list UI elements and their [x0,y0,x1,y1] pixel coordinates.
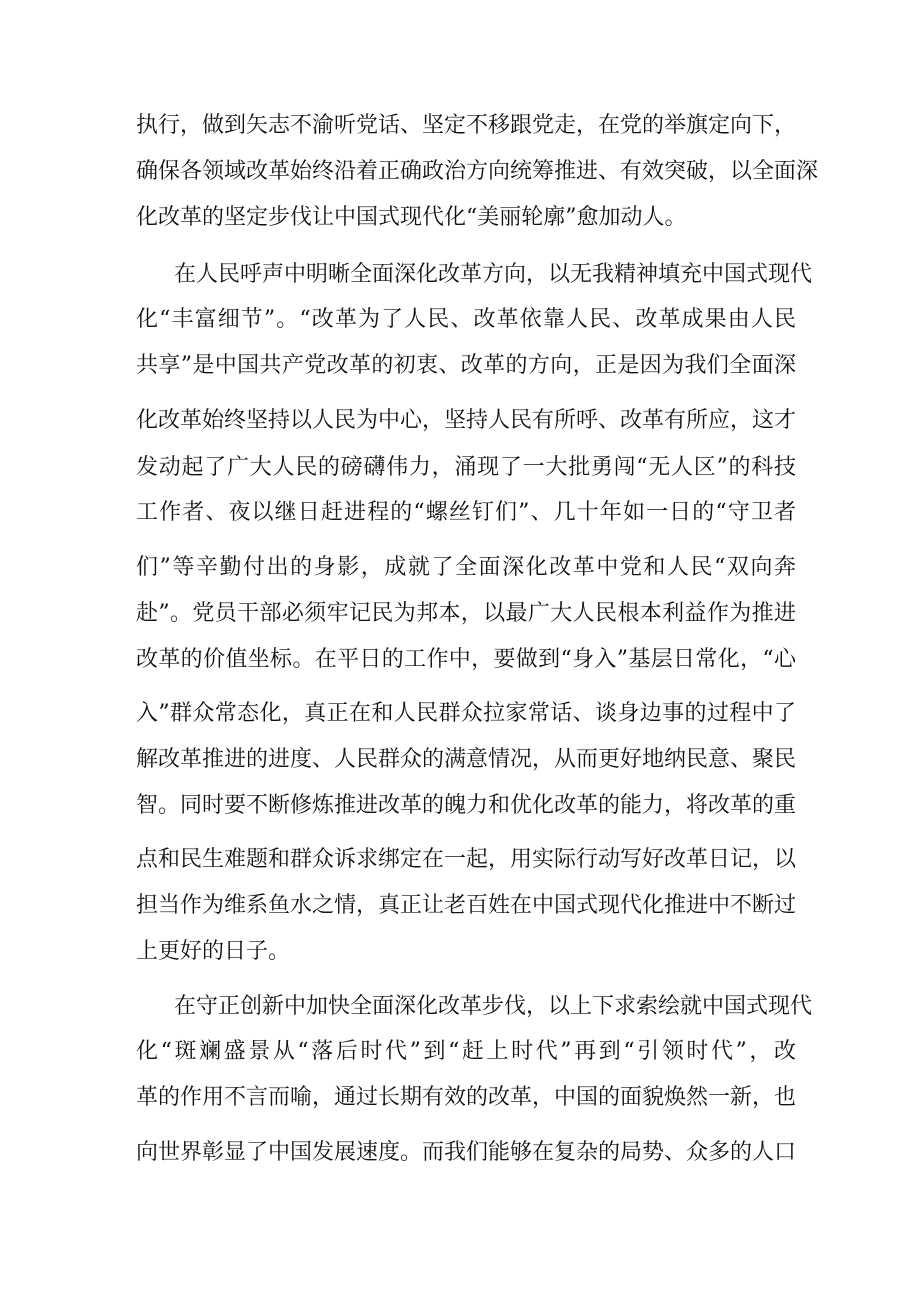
text-line: 向世界彰显了中国发展速度。而我们能够在复杂的局势、众多的人口 [136,1140,797,1165]
text-line: 智。同时要不断修炼推进改革的魄力和优化改革的能力，将改革的重 [136,793,797,818]
text-line: 革的作用不言而喻，通过长期有效的改革，中国的面貌焕然一新，也 [136,1085,797,1110]
text-line: 执行，做到矢志不渝听党话、坚定不移跟党走，在党的举旗定向下， [136,113,797,138]
paragraph-first-line: 在守正创新中加快全面深化改革步伐，以上下求索绘就中国式现代 [174,994,813,1019]
text-line: 化“丰富细节”。“改革为了人民、改革依靠人民、改革成果由人民 [136,307,796,332]
text-line: 确保各领域改革始终沿着正确政治方向统筹推进、有效突破，以全面深 [136,159,819,184]
text-line: 解改革推进的进度、人民群众的满意情况，从而更好地纳民意、聚民 [136,747,797,772]
text-line: 入”群众常态化，真正在和人民群众拉家常话、谈身边事的过程中了 [136,701,796,726]
text-line: 化改革始终坚持以人民为中心，坚持人民有所呼、改革有所应，这才 [136,408,797,433]
text-line: 工作者、夜以继日赶进程的“螺丝钉们”、几十年如一日的“守卫者 [136,500,796,525]
text-line: 担当作为维系鱼水之情，真正让老百姓在中国式现代化推进中不断过 [136,893,797,918]
text-line: 们”等辛勤付出的身影，成就了全面深化改革中党和人民“双向奔 [136,555,796,580]
text-line: 共享”是中国共产党改革的初衷、改革的方向，正是因为我们全面深 [136,353,796,378]
text-line: 点和民生难题和群众诉求绑定在一起，用实际行动写好改革日记，以 [136,847,797,872]
text-line: 上更好的日子。 [136,939,291,964]
text-line: 化改革的坚定步伐让中国式现代化“美丽轮廓”愈加动人。 [136,205,687,230]
text-line: 化“斑斓盛景从“落后时代”到“赶上时代”再到“引领时代”，改 [136,1039,796,1064]
paragraph-first-line: 在人民呼声中明晰全面深化改革方向，以无我精神填充中国式现代 [174,262,813,287]
text-line: 赴”。党员干部必须牢记民为邦本，以最广大人民根本利益作为推进 [136,601,796,626]
text-line: 改革的价值坐标。在平日的工作中，要做到“身入”基层日常化，“心 [136,647,796,672]
text-line: 发动起了广大人民的磅礴伟力，涌现了一大批勇闯“无人区”的科技 [136,455,796,480]
